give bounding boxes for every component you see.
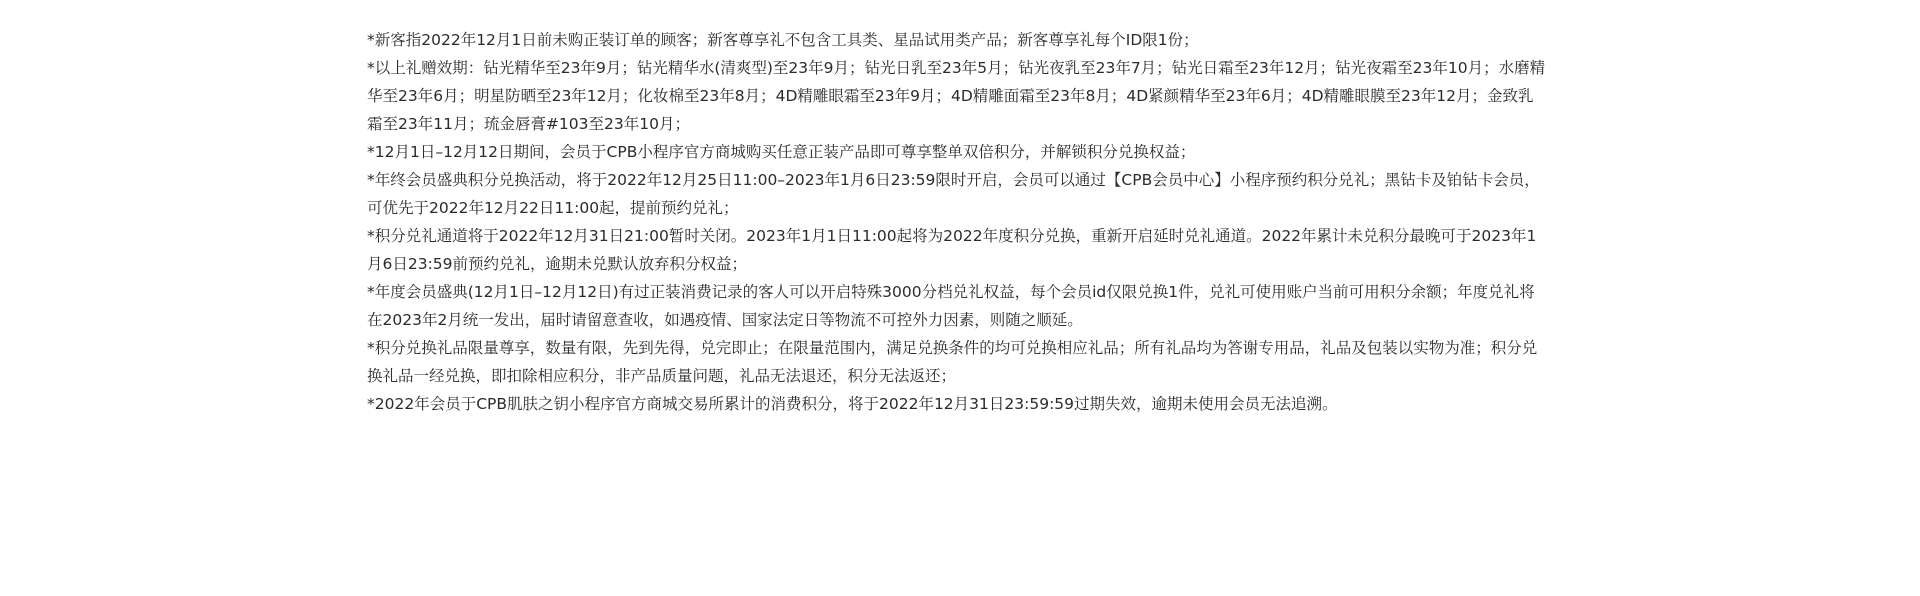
term-limited-gifts: *积分兑换礼品限量尊享，数量有限，先到先得，兑完即止；在限量范围内，满足兑换条件的均可兑换相应礼品；所有礼品均为答谢专用品，礼品及包装以实物为准；积分兑换礼品一经兑换，即扣除相应积分，非产品质量问题，礼品无法退还，积分无法返还； [367,339,1538,385]
term-points-expiry: *2022年会员于CPB肌肤之钥小程序官方商城交易所累计的消费积分，将于2022年12月31日23:59:59过期失效，逾期未使用会员无法追溯。 [367,395,1338,413]
term-gift-validity: *以上礼赠效期：钻光精华至23年9月；钻光精华水(清爽型)至23年9月；钻光日乳至23年5月；钻光夜乳至23年7月；钻光日霜至23年12月；钻光夜霜至23年10月；水磨精华至23年6月；明星防晒至23年12月；化妆棉至23年8月；4D精雕眼霜至23年9月；4D精雕面霜至23年8月；4D紧颜精华至23年6月；4D精雕眼膜至23年12月；金致乳霜至23年11月；琉金唇膏#103至23年10月； [367,59,1546,133]
terms-and-conditions [367,26,1547,418]
term-new-customer: *新客指2022年12月1日前未购正装订单的顾客；新客尊享礼不包含工具类、星品试用类产品；新客尊享礼每个ID限1份； [367,31,1199,49]
term-annual-gala: *年度会员盛典(12月1日–12月12日)有过正装消费记录的客人可以开启特殊3000分档兑礼权益，每个会员id仅限兑换1件，兑礼可使用账户当前可用积分余额；年度兑礼将在2023年2月统一发出，届时请留意查收，如遇疫情、国家法定日等物流不可控外力因素，则随之顺延。 [367,283,1535,329]
term-redemption-channel: *积分兑礼通道将于2022年12月31日21:00暂时关闭。2023年1月1日11:00起将为2022年度积分兑换，重新开启延时兑礼通道。2022年累计未兑积分最晚可于2023年1月6日23:59前预约兑礼，逾期未兑默认放弃积分权益； [367,227,1537,273]
term-double-points: *12月1日–12月12日期间，会员于CPB小程序官方商城购买任意正装产品即可尊享整单双倍积分，并解锁积分兑换权益； [367,143,1196,161]
term-year-end-redemption: *年终会员盛典积分兑换活动，将于2022年12月25日11:00–2023年1月6日23:59限时开启，会员可以通过【CPB会员中心】小程序预约积分兑礼；黑钻卡及铂钻卡会员，可优先于2022年12月22日11:00起，提前预约兑礼； [367,171,1540,217]
